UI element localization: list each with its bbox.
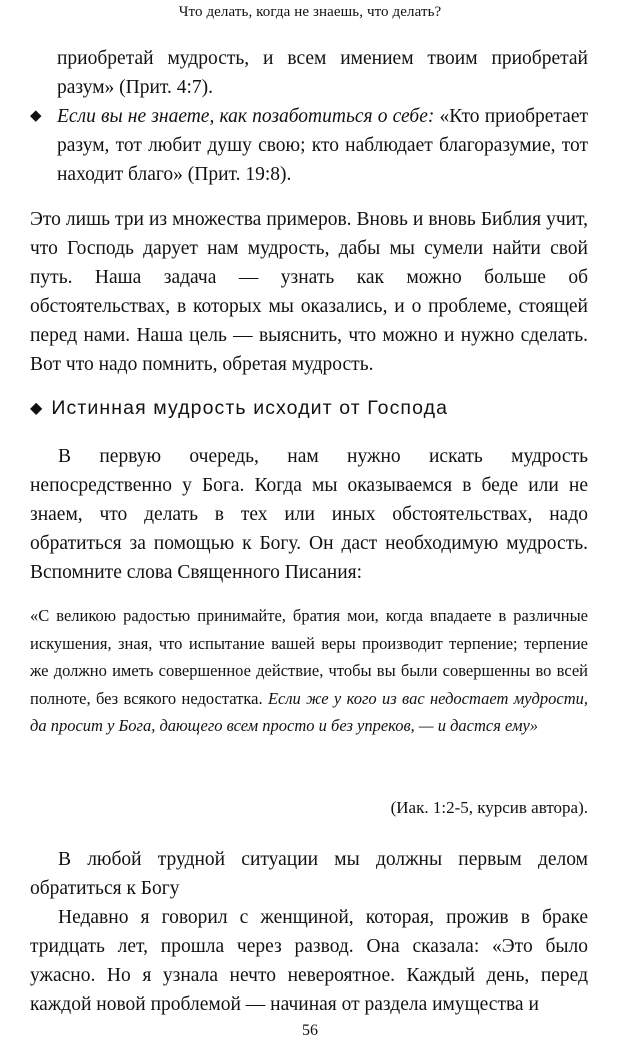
diamond-heading-icon: ◆ <box>30 400 44 417</box>
diamond-bullet-icon: ◆ <box>30 108 42 124</box>
paragraph-1: Это лишь три из множества примеров. Вновь и вновь Библия учит, что Господь дарует нам мудрость, дабы мы сумели найти свой путь. Наша задача — узнать как можно больше об обстоятельствах, в которых мы оказались, и о проблеме, стоящей перед нами. Наша цель — выяснить, что можно и нужно сделать. Вот что надо помнить, обретая мудрость. <box>30 209 588 375</box>
bullet-italic-lead: Если вы не знаете, как позаботиться о себе: <box>57 106 435 127</box>
paragraph-3: В любой трудной ситуации мы должны первым делом обратиться к Богу <box>30 849 588 899</box>
section-heading-text: Истинная мудрость исходит от Господа <box>51 397 449 419</box>
quote-plain: «С великою радостью принимайте, братия мои, когда впадаете в различные искушения, зная, что испытание вашей веры производит терпение; терпение же должно иметь совершенное действие, чтобы вы были совершенны во всей полноте, без всякого недостатка. <box>30 606 588 708</box>
section-heading <box>30 394 590 424</box>
page-number: 56 <box>302 1022 318 1039</box>
bullet-body: «Кто приобретает разум, тот любит душу свою; кто наблюдает благоразумие, тот находит благо» (Прит. 19:8). <box>57 106 589 185</box>
scripture-quote <box>30 602 588 740</box>
running-head: Что делать, когда не знаешь, что делать? <box>178 4 442 20</box>
paragraph-4: Недавно я говорил с женщиной, которая, прожив в браке тридцать лет, прошла через развод. Она сказала: «Это было ужасно. Но я узнала нечто невероятное. Каждый день, перед каждой новой проблемой — начиная от раздела имущества и <box>30 907 588 1015</box>
bullet-item <box>30 102 588 189</box>
quote-italic: Если же у кого из вас недостает мудрости, да просит у Бога, дающего всем просто и без упреков, — и дастся ему» <box>30 688 589 735</box>
quote-citation: (Иак. 1:2-5, курсив автора). <box>390 798 588 817</box>
bullet-text <box>57 102 588 189</box>
paragraph-2: В первую очередь, нам нужно искать мудрость непосредственно у Бога. Когда мы оказываемся в беде или не знаем, что делать в тех или иных обстоятельствах, надо обратиться за помощью к Богу. Он даст необходимую мудрость. Вспомните слова Священного Писания: <box>30 446 588 583</box>
continuation-text: приобретай мудрость, и всем имением твоим приобретай разум» (Прит. 4:7). <box>57 48 588 98</box>
